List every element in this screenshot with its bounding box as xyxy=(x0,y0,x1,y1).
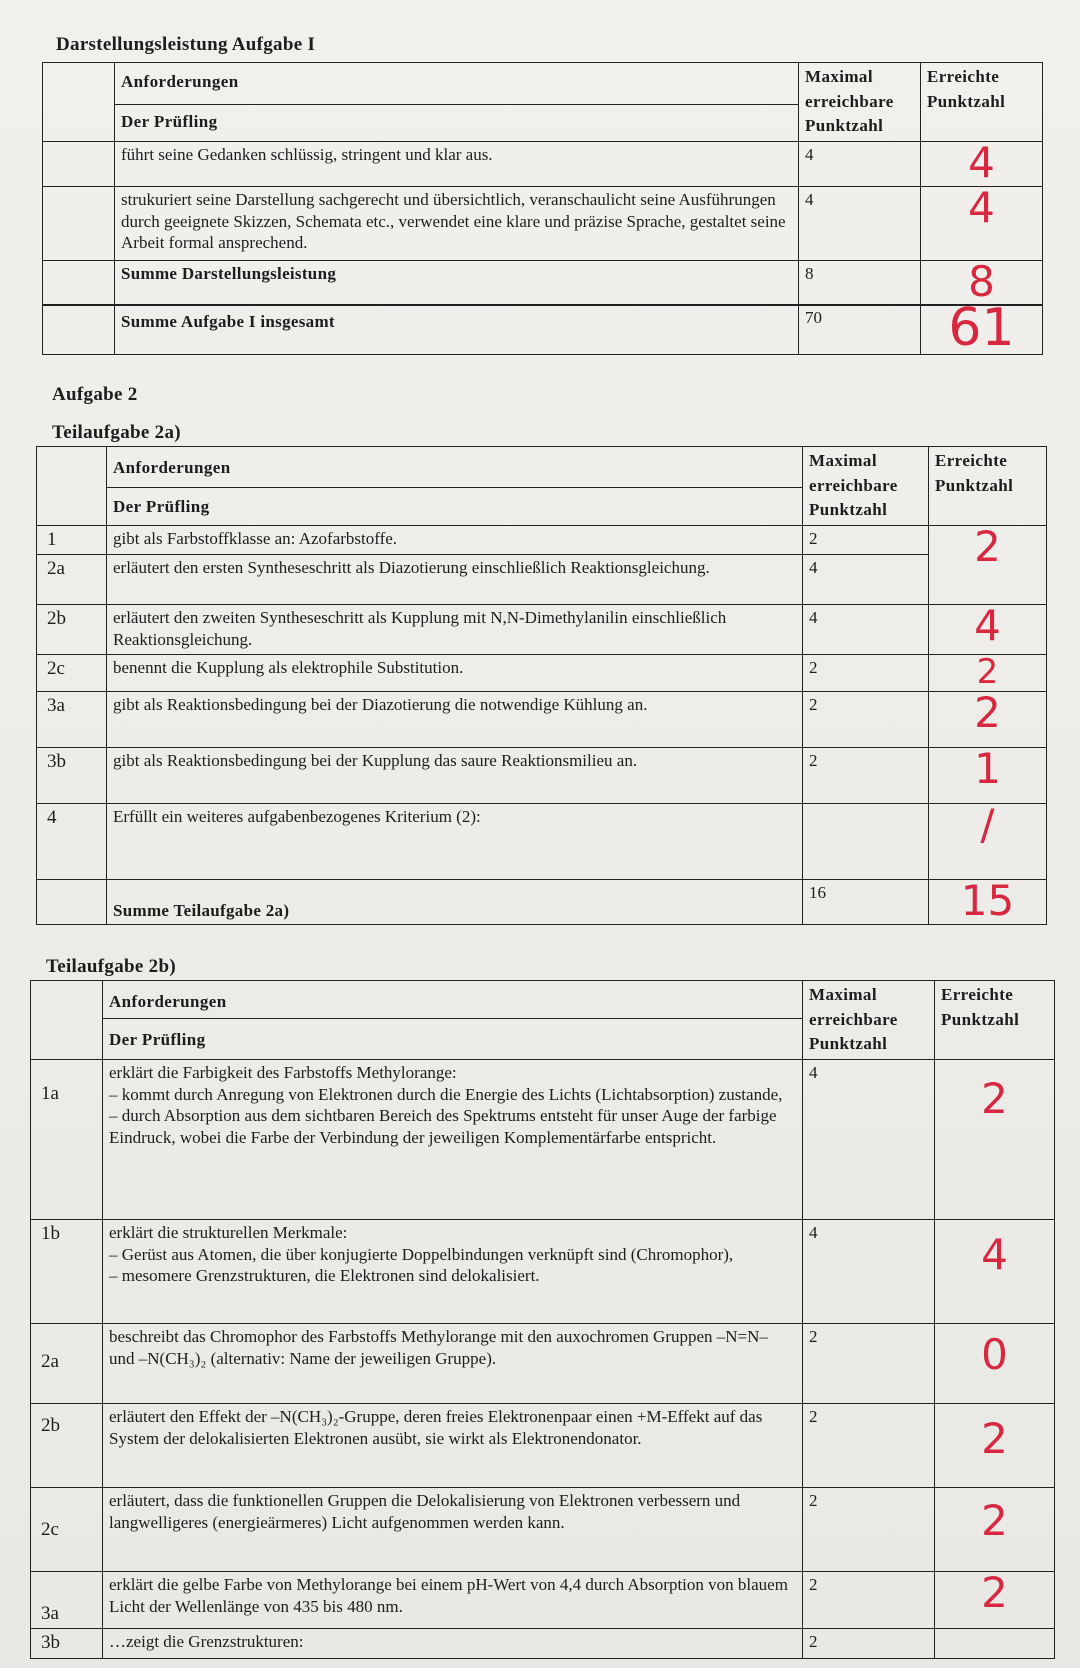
max-points: 2 xyxy=(803,1403,935,1487)
table-row-no: 4 xyxy=(37,804,107,880)
max-points: 2 xyxy=(803,748,929,804)
examinee-header: Der Prüfling xyxy=(115,104,799,141)
requirements-header: Anforderungen xyxy=(107,447,803,488)
criterion-text: Erfüllt ein weiteres aufgabenbezogenes Kriterium (2): xyxy=(107,804,803,880)
max-points: 4 xyxy=(803,1059,935,1219)
table-row-no xyxy=(43,141,115,186)
rowno-header-cell xyxy=(43,63,115,142)
handwritten-mark: 4 xyxy=(935,1219,1055,1323)
table-row-no: 3b xyxy=(31,1629,103,1659)
table-row-no xyxy=(37,880,107,925)
criterion-text: erklärt die strukturellen Merkmale: – Gerüst aus Atomen, die über konjugierte Doppelbindungen verknüpft sind (Chromophor), – mesomere Grenzstrukturen, die Elektronen sind delokalisiert. xyxy=(103,1219,803,1323)
table-row-no xyxy=(43,186,115,260)
max-points: 2 xyxy=(803,1629,935,1659)
handwritten-mark: / xyxy=(929,804,1047,880)
table-row-no: 2c xyxy=(31,1487,103,1571)
requirements-header: Anforderungen xyxy=(115,63,799,105)
max-points: 4 xyxy=(803,1219,935,1323)
max-points: 2 xyxy=(803,692,929,748)
criterion-text: gibt als Reaktionsbedingung bei der Diazotierung die notwendige Kühlung an. xyxy=(107,692,803,748)
table-row-no: 2a xyxy=(31,1323,103,1403)
examinee-header: Der Prüfling xyxy=(103,1019,803,1059)
total-max-points: 70 xyxy=(799,305,921,355)
rowno-header-cell xyxy=(37,447,107,526)
table-row-no: 1b xyxy=(31,1219,103,1323)
table-row-no xyxy=(43,305,115,355)
achieved-points-header: Erreichte Punktzahl xyxy=(929,447,1047,526)
max-points: 2 xyxy=(803,655,929,692)
max-points: 2 xyxy=(803,1323,935,1403)
sum-label: Summe Darstellungsleistung xyxy=(115,260,799,305)
achieved-points-header: Erreichte Punktzahl xyxy=(921,63,1043,142)
criterion-text: führt seine Gedanken schlüssig, stringent und klar aus. xyxy=(115,141,799,186)
table-row-no: 3a xyxy=(31,1571,103,1628)
table-row-no: 1a xyxy=(31,1059,103,1219)
handwritten-mark: 2 xyxy=(935,1059,1055,1219)
section2b-table xyxy=(30,980,1055,1659)
criterion-text: erläutert den Effekt der –N(CH₃)₂-Gruppe, deren freies Elektronenpaar einen +M-Effekt auf das System der delokalisierten Elektronen ausübt, sie wirkt als Elektronendonator. xyxy=(103,1403,803,1487)
handwritten-total-mark: 61 xyxy=(921,305,1043,355)
table-row-no: 2c xyxy=(37,655,107,692)
table-row-no xyxy=(43,260,115,305)
max-points: 4 xyxy=(799,186,921,260)
handwritten-mark: 4 xyxy=(921,141,1043,186)
criterion-text: benennt die Kupplung als elektrophile Substitution. xyxy=(107,655,803,692)
criterion-text: gibt als Farbstoffklasse an: Azofarbstoffe. xyxy=(107,525,803,554)
max-points: 4 xyxy=(803,555,929,605)
table-row-no: 3b xyxy=(37,748,107,804)
handwritten-mark: 2 xyxy=(935,1571,1055,1628)
sum-max-points: 8 xyxy=(799,260,921,305)
handwritten-sum-mark: 8 xyxy=(921,260,1043,305)
max-points: 2 xyxy=(803,1571,935,1628)
section2a-subtitle: Teilaufgabe 2a) xyxy=(52,422,181,443)
criterion-text: erklärt die gelbe Farbe von Methylorange bei einem pH-Wert von 4,4 durch Absorption von blauem Licht der Wellenlänge von 435 bis 480 nm. xyxy=(103,1571,803,1628)
max-points: 2 xyxy=(803,1487,935,1571)
criterion-text: erklärt die Farbigkeit des Farbstoffs Methylorange: – kommt durch Anregung von Elektronen durch die Energie des Lichts (Lichtabsorption) zustande, – durch Absorption aus dem sichtbaren Bereich des Spektrums entsteht für unser Auge der farbige Eindruck, wobei die Farbe der Verbindung der jeweiligen Komplementärfarbe entspricht. xyxy=(103,1059,803,1219)
max-points: 4 xyxy=(799,141,921,186)
handwritten-mark: 4 xyxy=(929,605,1047,655)
examinee-header: Der Prüfling xyxy=(107,487,803,525)
section2-title: Aufgabe 2 xyxy=(52,384,138,405)
handwritten-mark: 2 xyxy=(935,1487,1055,1571)
criterion-text: erläutert den zweiten Syntheseschritt als Kupplung mit N,N-Dimethylanilin einschließlich Reaktionsgleichung. xyxy=(107,605,803,655)
max-points-header: Maximal erreichbare Punktzahl xyxy=(803,447,929,526)
section2b-title: Teilaufgabe 2b) xyxy=(46,956,176,977)
criterion-text: gibt als Reaktionsbedingung bei der Kupplung das saure Reaktionsmilieu an. xyxy=(107,748,803,804)
sum-max-points: 16 xyxy=(803,880,929,925)
handwritten-mark: 2 xyxy=(929,655,1047,692)
total-label: Summe Aufgabe I insgesamt xyxy=(115,305,799,355)
requirements-header: Anforderungen xyxy=(103,981,803,1019)
table-row-no: 2b xyxy=(37,605,107,655)
section1-title: Darstellungsleistung Aufgabe I xyxy=(56,34,316,55)
handwritten-mark: 4 xyxy=(921,186,1043,260)
max-points: 4 xyxy=(803,605,929,655)
table-row-no: 2a xyxy=(37,555,107,605)
criterion-text: erläutert, dass die funktionellen Gruppen die Delokalisierung von Elektronen verbessern und langwelligeres (energieärmeres) Licht aufgenommen werden kann. xyxy=(103,1487,803,1571)
criterion-text: strukuriert seine Darstellung sachgerecht und übersichtlich, veranschaulicht seine Ausführungen durch geeignete Skizzen, Schemata etc., verwendet eine klare und präzise Sprache, gestaltet seine Arbeit formal ansprechend. xyxy=(115,186,799,260)
section1-table xyxy=(42,62,1043,306)
handwritten-mark: 2 xyxy=(929,525,1047,604)
table-row-no: 1 xyxy=(37,525,107,554)
handwritten-mark: 1 xyxy=(929,748,1047,804)
total1-table xyxy=(42,304,1043,355)
criterion-text: erläutert den ersten Syntheseschritt als Diazotierung einschließlich Reaktionsgleichung. xyxy=(107,555,803,605)
criterion-text: beschreibt das Chromophor des Farbstoffs Methylorange mit den auxochromen Gruppen –N=N– und –N(CH₃)₂ (alternativ: Name der jeweiligen Gruppe). xyxy=(103,1323,803,1403)
max-points: 2 xyxy=(803,525,929,554)
criterion-text: …zeigt die Grenzstrukturen: xyxy=(103,1629,803,1659)
max-points-header: Maximal erreichbare Punktzahl xyxy=(803,981,935,1060)
handwritten-mark: 2 xyxy=(929,692,1047,748)
handwritten-mark xyxy=(935,1629,1055,1659)
max-points xyxy=(803,804,929,880)
handwritten-sum-mark: 15 xyxy=(929,880,1047,925)
achieved-points-header: Erreichte Punktzahl xyxy=(935,981,1055,1060)
handwritten-mark: 0 xyxy=(935,1323,1055,1403)
table-row-no: 3a xyxy=(37,692,107,748)
handwritten-mark: 2 xyxy=(935,1403,1055,1487)
max-points-header: Maximal erreichbare Punktzahl xyxy=(799,63,921,142)
rowno-header-cell xyxy=(31,981,103,1060)
section2a-table xyxy=(36,446,1047,925)
sum-label: Summe Teilaufgabe 2a) xyxy=(107,880,803,925)
table-row-no: 2b xyxy=(31,1403,103,1487)
